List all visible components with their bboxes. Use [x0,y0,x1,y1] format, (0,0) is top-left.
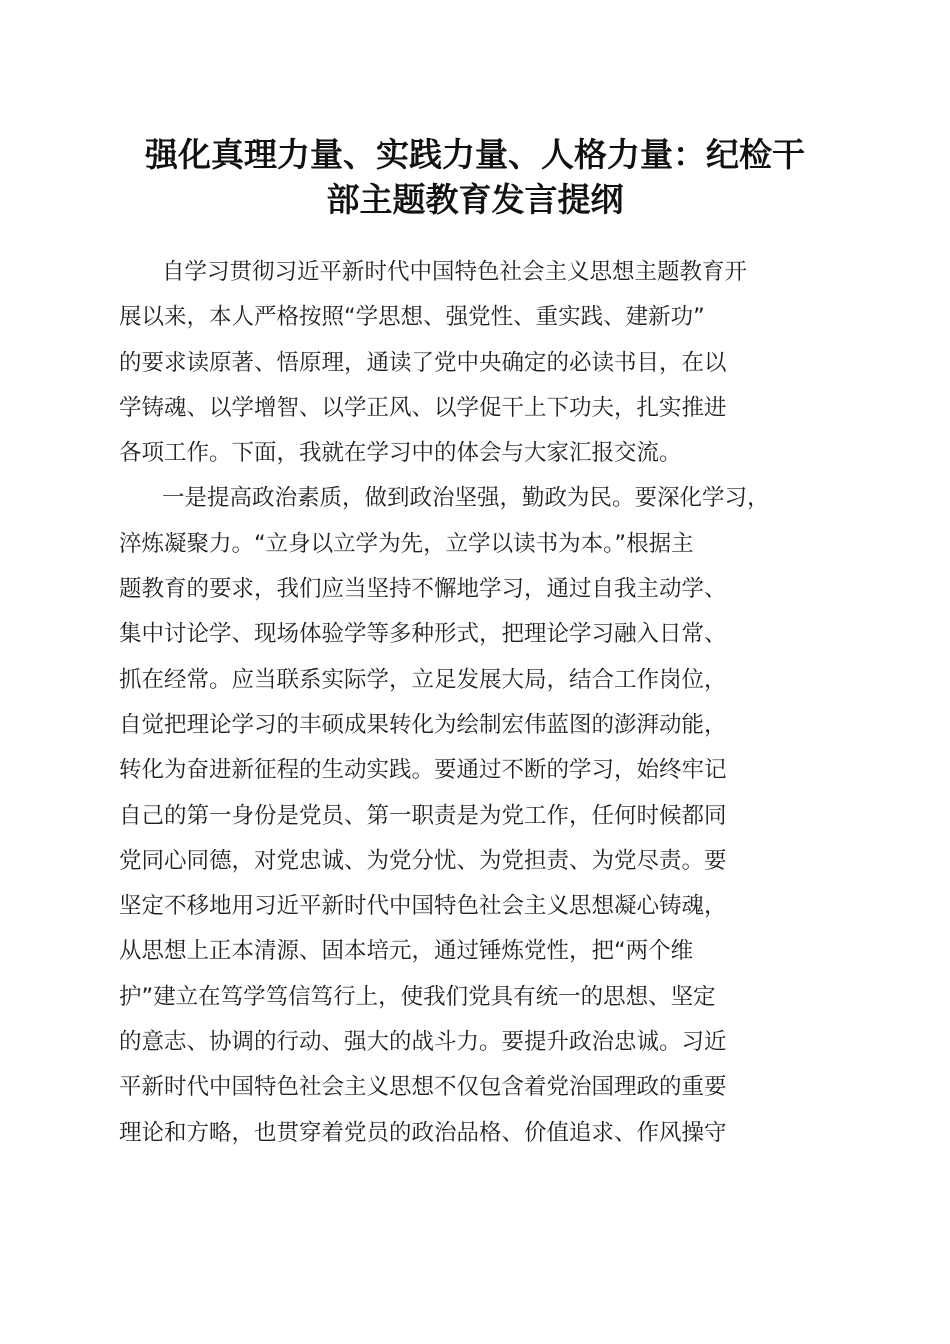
paragraph-line: 从思想上正本清源、固本培元，通过锤炼党性，把“两个维 [119,938,694,965]
document-body [119,250,831,1156]
paragraph-line: 自学习贯彻习近平新时代中国特色社会主义思想主题教育开 [162,259,748,285]
paragraph-line: 淬炼凝聚力。“立身以立学为先，立学以读书为本。”根据主 [119,530,694,557]
paragraph-line: 党同心同德，对党忠诚、为党分忧、为党担责、为党尽责。要 [119,847,727,874]
paragraph-line: 抓在经常。应当联系实际学，立足发展大局，结合工作岗位， [119,666,727,693]
paragraph-line: 转化为奋进新征程的生动实践。要通过不断的学习，始终牢记 [119,757,727,784]
paragraph-line: 护”建立在笃学笃信笃行上，使我们党具有统一的思想、坚定 [119,983,716,1010]
paragraph-line: 理论和方略，也贯穿着党员的政治品格、价值追求、作风操守 [119,1119,727,1146]
paragraph-line: 自觉把理论学习的丰硕成果转化为绘制宏伟蓝图的澎湃动能， [119,711,727,738]
title-line: 部主题教育发言提纲 [326,180,624,219]
paragraph-line: 的意志、协调的行动、强大的战斗力。要提升政治忠诚。习近 [119,1029,727,1056]
paragraph-line: 的要求读原著、悟原理，通读了党中央确定的必读书目，在以 [119,349,727,376]
paragraph-line: 平新时代中国特色社会主义思想不仅包含着党治国理政的重要 [119,1074,727,1101]
paragraph-line: 坚定不移地用习近平新时代中国特色社会主义思想凝心铸魂， [119,893,727,920]
paragraph-intro [119,250,831,476]
title-line: 强化真理力量、实践力量、人格力量：纪检干 [145,135,805,174]
paragraph-line: 学铸魂、以学增智、以学正风、以学促干上下功夫，扎实推进 [119,394,727,421]
paragraph-political-quality [119,476,831,1155]
paragraph-line: 集中讨论学、现场体验学等多种形式，把理论学习融入日常、 [119,621,727,648]
paragraph-line: 题教育的要求，我们应当坚持不懈地学习，通过自我主动学、 [119,576,727,603]
paragraph-line: 自己的第一身份是党员、第一职责是为党工作，任何时候都同 [119,802,727,829]
paragraph-line: 各项工作。下面，我就在学习中的体会与大家汇报交流。 [119,440,682,467]
document-title [100,132,850,222]
paragraph-line: 展以来，本人严格按照“学思想、强党性、重实践、建新功” [119,304,705,331]
paragraph-line: 一是提高政治素质，做到政治坚强，勤政为民。要深化学习， [162,485,770,512]
